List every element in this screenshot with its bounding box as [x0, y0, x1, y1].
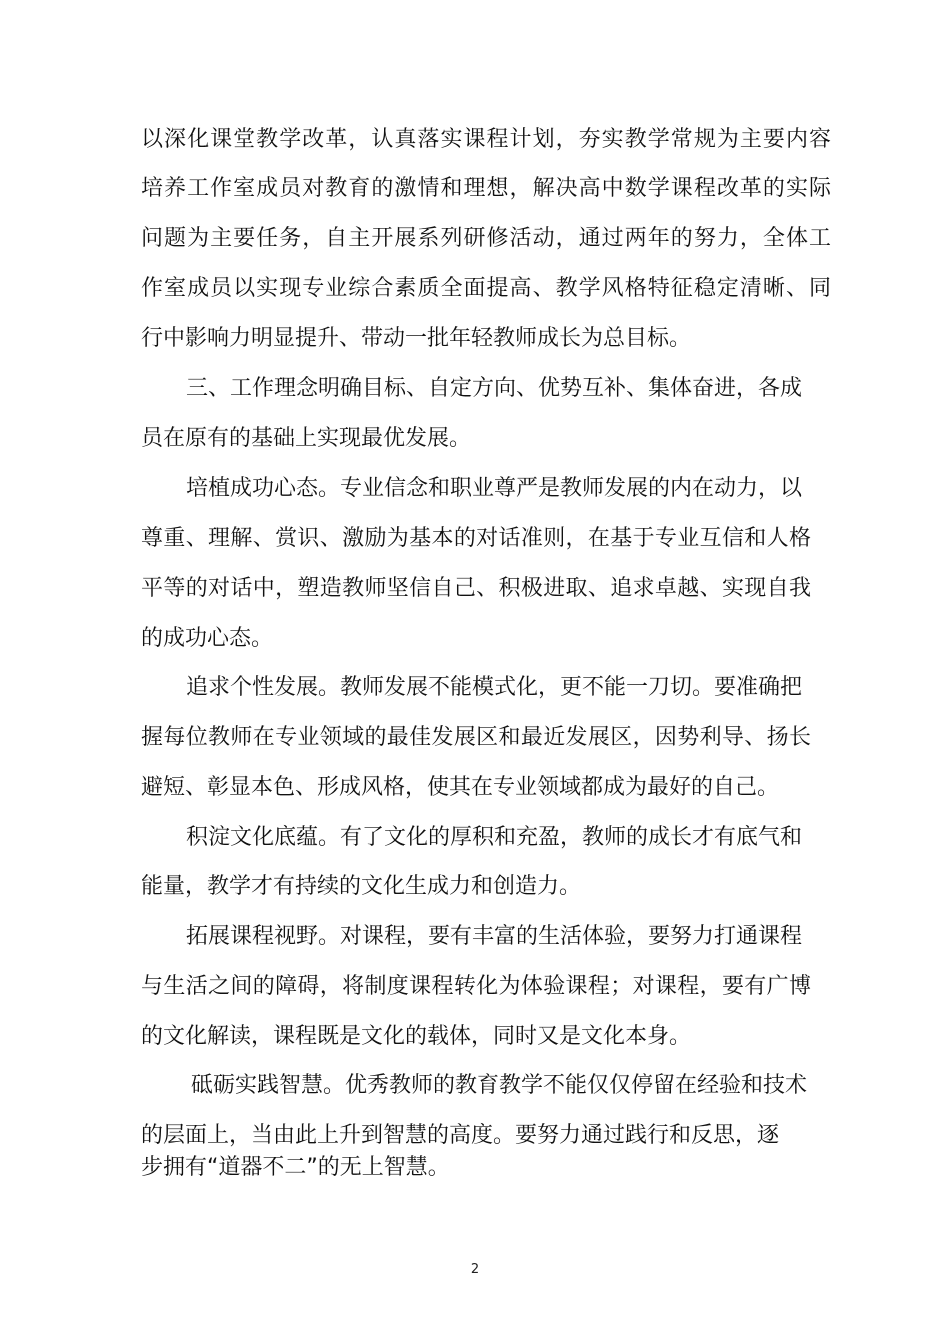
text-line: 握每位教师在专业领域的最佳发展区和最近发展区，因势利导、扬长 [141, 725, 811, 750]
paragraph-first-line: 积淀文化底蕴。有了文化的厚积和充盈，教师的成长才有底气和 [186, 825, 803, 850]
page-number: 2 [470, 1262, 480, 1277]
text-line: 行中影响力明显提升、带动一批年轻教师成长为总目标。 [141, 326, 692, 351]
text-line: 以深化课堂教学改革，认真落实课程计划，夯实教学常规为主要内容 [141, 127, 831, 152]
text-line: 能量，教学才有持续的文化生成力和创造力。 [141, 874, 582, 899]
text-line: 作室成员以实现专业综合素质全面提高、教学风格特征稳定清晰、同 [141, 276, 831, 301]
paragraph-first-line: 拓展课程视野。对课程，要有丰富的生活体验，要努力打通课程 [186, 924, 803, 949]
paragraph-first-line: 三、工作理念明确目标、自定方向、优势互补、集体奋进，各成 [186, 376, 803, 401]
text-line: 避短、彰显本色、形成风格，使其在专业领域都成为最好的自己。 [141, 775, 780, 800]
text-line: 的成功心态。 [141, 626, 274, 651]
text-line: 的层面上，当由此上升到智慧的高度。要努力通过践行和反思，逐 [141, 1123, 780, 1148]
paragraph-first-line: 培植成功心态。专业信念和职业尊严是教师发展的内在动力，以 [186, 476, 803, 501]
text-line: 培养工作室成员对教育的激情和理想，解决高中数学课程改革的实际 [141, 176, 831, 201]
text-line: 员在原有的基础上实现最优发展。 [141, 426, 472, 451]
text-line: 平等的对话中，塑造教师坚信自己、积极进取、追求卓越、实现自我 [141, 576, 811, 601]
text-line: 步拥有“道器不二”的无上智慧。 [141, 1155, 450, 1180]
text-line: 尊重、理解、赏识、激励为基本的对话准则，在基于专业互信和人格 [141, 526, 811, 551]
text-line: 问题为主要任务，自主开展系列研修活动，通过两年的努力，全体工 [141, 226, 831, 251]
paragraph-first-line: 砥砺实践智慧。优秀教师的教育教学不能仅仅停留在经验和技术 [191, 1073, 808, 1098]
text-line: 的文化解读，课程既是文化的载体，同时又是文化本身。 [141, 1024, 692, 1049]
paragraph-first-line: 追求个性发展。教师发展不能模式化，更不能一刀切。要准确把 [186, 675, 803, 700]
text-line: 与生活之间的障碍，将制度课程转化为体验课程；对课程，要有广博 [141, 974, 811, 999]
